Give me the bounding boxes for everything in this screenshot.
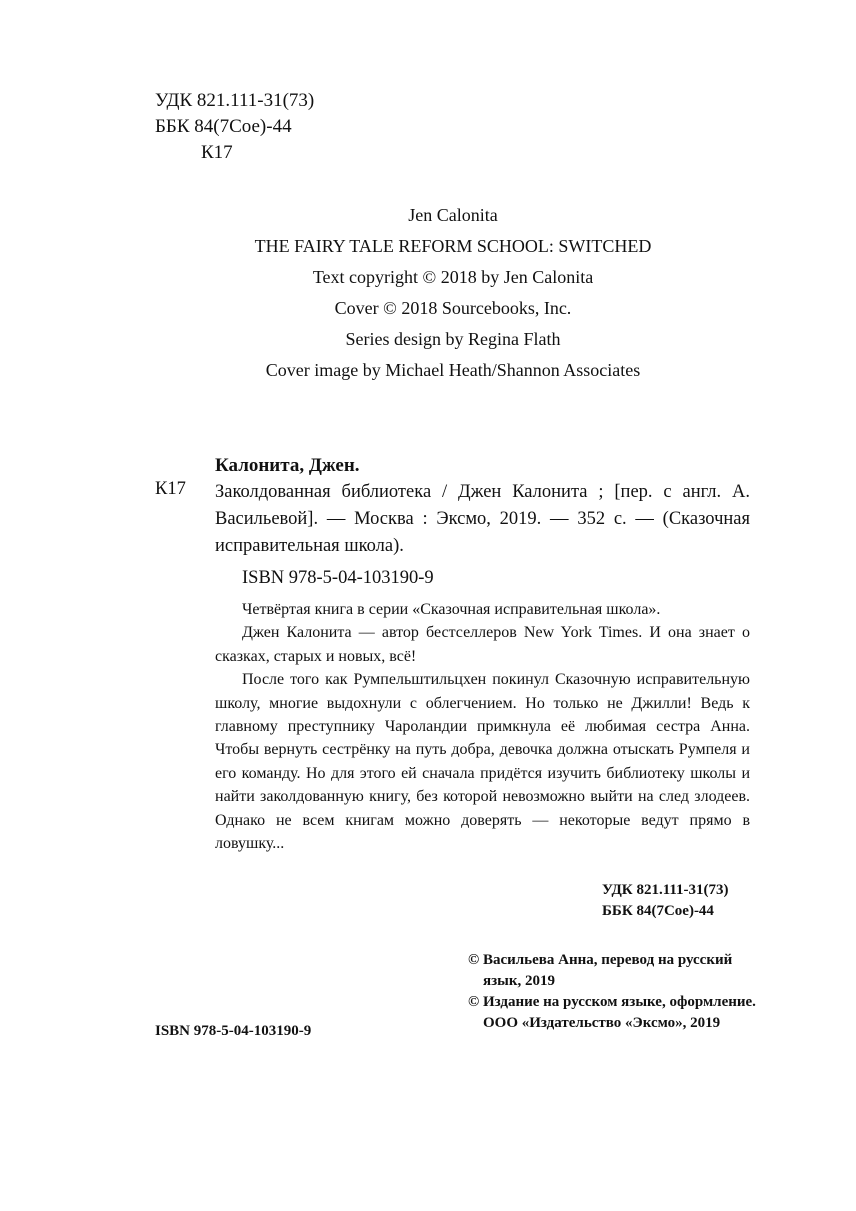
credit-original-title: THE FAIRY TALE REFORM SCHOOL: SWITCHED — [254, 236, 652, 256]
credit-author: Jen Calonita — [408, 205, 498, 225]
catalog-description: Заколдованная библиотека / Джен Калонита ; [пер. с англ. А. Васильевой]. — Москва : Эксмо, 2019. — 352 с. — (Сказочная исправительная школа). — [215, 482, 750, 556]
credit-text-copyright: Text copyright © 2018 by Jen Calonita — [312, 267, 594, 287]
udk-code: УДК 821.111-31(73) — [155, 90, 315, 111]
copyright-publisher: © Издание на русском языке, оформление. ООО «Издательство «Эксмо», 2019 — [468, 994, 756, 1031]
author-sign: К17 — [201, 142, 233, 163]
classification-block — [155, 88, 314, 166]
catalog-author-sign: К17 — [155, 479, 186, 499]
annotation — [215, 598, 750, 855]
catalog-isbn: ISBN 978-5-04-103190-9 — [242, 568, 434, 588]
original-credits — [0, 200, 856, 386]
annotation-paragraph: Джен Калонита — автор бестселлеров New York Times. И она знает о сказках, старых и новых, всё! — [215, 624, 750, 665]
annotation-paragraph: Четвёртая книга в серии «Сказочная исправительная школа». — [242, 601, 661, 618]
copyright-block — [468, 950, 768, 1034]
catalog-author-heading: Калонита, Джен. — [215, 455, 360, 476]
bottom-udk: УДК 821.111-31(73) — [602, 882, 729, 898]
bottom-isbn: ISBN 978-5-04-103190-9 — [155, 1023, 312, 1039]
credit-cover-image: Cover image by Michael Heath/Shannon Associates — [265, 360, 641, 380]
bbk-code: ББК 84(7Сое)-44 — [155, 116, 292, 137]
bottom-classification — [602, 880, 729, 922]
annotation-paragraph: После того как Румпельштильцхен покинул Сказочную исправительную школу, многие выдохнули с облегчением. Но только не Джилли! Ведь к главному преступнику Чароландии примкнула её любимая сестра Анна. Чтобы вернуть сестрёнку на путь добра, девочка должна отыскать Румпеля и его команду. Но для этого ей сначала придётся изучить библиотеку школы и найти заколдованную книгу, без которой невозможно выйти на след злодеев. Однако не всем книгам можно доверять — некоторые ведут прямо в ловушку... — [215, 671, 750, 853]
copyright-translation: © Васильева Анна, перевод на русский язык, 2019 — [468, 952, 733, 989]
credit-cover-copyright: Cover © 2018 Sourcebooks, Inc. — [334, 298, 572, 318]
credit-series-design: Series design by Regina Flath — [345, 329, 561, 349]
bottom-bbk: ББК 84(7Сое)-44 — [602, 903, 714, 919]
